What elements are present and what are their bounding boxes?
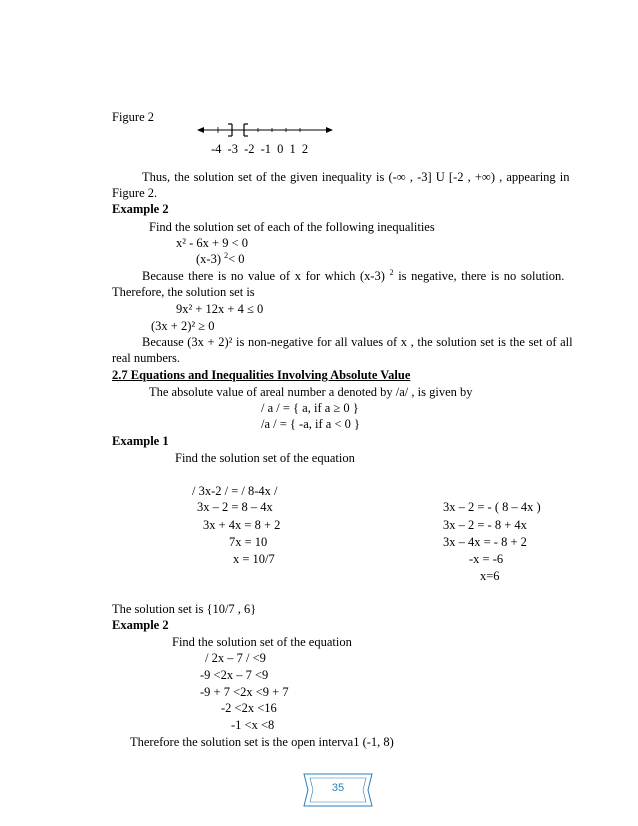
figure-label: Figure 2 xyxy=(112,110,155,124)
paragraph-thus: Thus, the solution set of the given inequality is (-∞ , -3] U [-2 , +∞) , appearing in xyxy=(142,170,570,184)
example-2-intro: Find the solution set of each of the following inequalities xyxy=(149,220,435,234)
left-case-step: 3x + 4x = 8 + 2 xyxy=(203,518,281,532)
because-non-negative-cont: real numbers. xyxy=(112,351,181,365)
example-1-intro: Find the solution set of the equation xyxy=(175,451,355,465)
absolute-value-def-negative: /a / = { -a, if a < 0 } xyxy=(261,417,360,431)
absolute-value-intro: The absolute value of areal number a denoted by /a/ , is given by xyxy=(149,385,473,399)
right-case-step: x=6 xyxy=(480,569,500,583)
inequality-step: -1 <x <8 xyxy=(231,718,275,732)
left-case-step: 7x = 10 xyxy=(229,535,268,549)
inequality-step: / 2x – 7 / <9 xyxy=(205,651,266,665)
right-case-step: -x = -6 xyxy=(469,552,504,566)
example-1-solution: The solution set is {10/7 , 6} xyxy=(112,602,257,616)
example-2b-intro: Find the solution set of the equation xyxy=(172,635,352,649)
inequality-2-factored: (3x + 2)² ≥ 0 xyxy=(151,319,215,333)
right-case-step: 3x – 2 = - 8 + 4x xyxy=(443,518,527,532)
example-1-equation: / 3x-2 / = / 8-4x / xyxy=(192,484,278,498)
paragraph-thus-cont: Figure 2. xyxy=(112,186,158,200)
inequality-step: -2 <2x <16 xyxy=(221,701,277,715)
example-2-heading: Example 2 xyxy=(112,202,169,216)
section-heading: 2.7 Equations and Inequalities Involving Absolute Value xyxy=(112,368,411,382)
number-line-labels: -4 -3 -2 -1 0 1 2 xyxy=(211,142,309,156)
inequality-1: x² - 6x + 9 < 0 xyxy=(176,236,249,250)
because-no-solution: Because there is no value of x for which (x-3) $^2$ is negative, there is no solution. xyxy=(142,267,565,283)
example-2b-heading: Example 2 xyxy=(112,618,169,632)
left-case-step: 3x – 2 = 8 – 4x xyxy=(197,500,273,514)
inequality-1-factored: (x-3) $^2$< 0 xyxy=(196,250,245,266)
left-case-step: x = 10/7 xyxy=(233,552,275,566)
example-1-heading: Example 1 xyxy=(112,434,169,448)
page-number: 35 xyxy=(331,782,345,794)
because-non-negative: Because (3x + 2)² is non-negative for all values of x , the solution set is the set of all xyxy=(142,335,573,349)
number-line-figure xyxy=(196,120,336,140)
inequality-step: -9 + 7 <2x <9 + 7 xyxy=(200,685,289,699)
example-2b-conclusion: Therefore the solution set is the open interva1 (-1, 8) xyxy=(130,735,394,749)
inequality-2: 9x² + 12x + 4 ≤ 0 xyxy=(176,302,264,316)
absolute-value-def-positive: / a / = { a, if a ≥ 0 } xyxy=(261,401,359,415)
therefore-text: Therefore, the solution set is xyxy=(112,285,255,299)
inequality-step: -9 <2x – 7 <9 xyxy=(200,668,269,682)
right-case-step: 3x – 2 = - ( 8 – 4x ) xyxy=(443,500,541,514)
right-case-step: 3x – 4x = - 8 + 2 xyxy=(443,535,527,549)
